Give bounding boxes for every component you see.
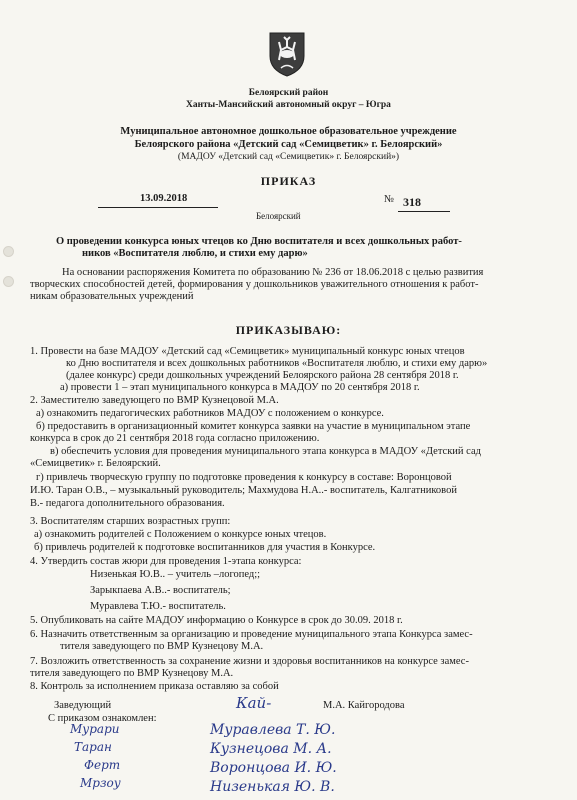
body-line: в) обеспечить условия для проведения муниципального этапа конкурса в МАДОУ «Детский сад <box>50 446 481 457</box>
body-line: 7. Возложить ответственность за сохранение жизни и здоровья воспитанников на конкурсе замес- <box>30 656 469 667</box>
coat-of-arms-icon <box>267 30 307 78</box>
decree-heading: ПРИКАЗЫВАЮ: <box>235 323 342 337</box>
punch-hole <box>3 246 14 257</box>
body-line: 8. Контроль за исполнением приказа оставляю за собой <box>30 681 279 692</box>
body-line: а) ознакомить педагогических работников МАДОУ с положением о конкурсе. <box>36 408 384 419</box>
familiar-label: С приказом ознакомлен: <box>48 713 157 724</box>
body-line: тителя заведующего по ВМР Кузнецову М.А. <box>60 641 264 652</box>
order-number: 318 <box>403 195 421 209</box>
preamble-line: творческих способностей детей, формирования у дошкольников уважительного отношения к работ- <box>30 279 479 290</box>
org-name-line2: Белоярского района «Детский сад «Семицветик» г. Белоярский» <box>134 139 443 150</box>
number-sign: № <box>384 194 395 205</box>
body-line: ко Дню воспитателя и всех дошкольных работников «Воспитателя люблю, и стихи ему дарю» <box>66 358 488 369</box>
head-signature: Кай- <box>236 694 272 712</box>
body-line: а) провести 1 – этап муниципального конкурса в МАДОУ по 20 сентября 2018 г. <box>60 382 420 393</box>
handwritten-signature: Кузнецова М. А. <box>210 741 332 757</box>
org-short-name: (МАДОУ «Детский сад «Семицветик» г. Белоярский») <box>177 152 400 162</box>
number-underline <box>398 211 450 212</box>
preamble-line: никам образовательных учреждений <box>30 291 194 302</box>
body-line: 2. Заместителю заведующего по ВМР Кузнецовой М.А. <box>30 395 279 406</box>
body-line: 6. Назначить ответственным за организацию и проведение муниципального этапа Конкурса замес- <box>30 629 473 640</box>
head-name: М.А. Кайгородова <box>323 700 405 711</box>
body-line: Зарыкпаева А.В..- воспитатель; <box>90 585 231 596</box>
order-date: 13.09.2018 <box>140 193 188 204</box>
body-line: 5. Опубликовать на сайте МАДОУ информацию о Конкурсе в срок до 30.09. 2018 г. <box>30 615 403 626</box>
body-line: «Семицветик» г. Белоярский. <box>30 458 161 469</box>
body-line: б) привлечь родителей к подготовке воспитанников для участия в Конкурсе. <box>34 542 376 553</box>
handwritten-signature: Низенькая Ю. В. <box>210 779 335 795</box>
body-line: 4. Утвердить состав жюри для проведения 1-этапа конкурса: <box>30 556 302 567</box>
handwritten-signature: Муравлева Т. Ю. <box>210 722 336 738</box>
preamble-line: На основании распоряжения Комитета по образованию № 236 от 18.06.2018 с целью развития <box>62 267 484 278</box>
body-line: В.- педагога дополнительного образования. <box>30 498 225 509</box>
body-line: Низенькая Ю.В.. – учитель –логопед;; <box>90 569 261 580</box>
handwritten-signature: Воронцова И. Ю. <box>210 760 337 776</box>
subject-line1: О проведении конкурса юных чтецов ко Дню воспитателя и всех дошкольных работ- <box>56 236 462 247</box>
order-title: ПРИКАЗ <box>260 174 317 188</box>
body-line: 3. Воспитателям старших возрастных групп: <box>30 516 231 527</box>
handwritten-signature: Ферт <box>84 758 121 772</box>
body-line: И.Ю. Таран О.В., – музыкальный руководитель; Махмудова Н.А..- воспитатель, Калгатниковой <box>30 485 457 496</box>
handwritten-signature: Таран <box>74 740 112 754</box>
subject-line2: ников «Воспитателя люблю, и стихи ему дарю» <box>82 248 308 259</box>
handwritten-signature: Мурари <box>70 722 120 736</box>
punch-hole <box>3 276 14 287</box>
head-label: Заведующий <box>54 700 112 711</box>
body-line: а) ознакомить родителей с Положением о конкурсе юных чтецов. <box>34 529 327 540</box>
handwritten-signature: Мрзоу <box>80 776 121 790</box>
date-underline <box>98 207 218 208</box>
body-line: Муравлева Т.Ю.- воспитатель. <box>90 601 226 612</box>
org-name-line1: Муниципальное автономное дошкольное образовательное учреждение <box>120 126 457 137</box>
body-line: б) предоставить в организационный комитет конкурса заявки на участие в муниципальном этапе <box>36 421 471 432</box>
district-name: Белоярский район <box>248 88 329 98</box>
body-line: 1. Провести на базе МАДОУ «Детский сад «Семицветик» муниципальный конкурс юных чтецов <box>30 346 465 357</box>
okrug-name: Ханты-Мансийский автономный округ – Югра <box>186 100 391 110</box>
body-line: (далее конкурс) среди дошкольных учреждений Белоярского района 28 сентября 2018 г. <box>66 370 459 381</box>
body-line: конкурса в срок до 21 сентября 2018 года согласно приложению. <box>30 433 320 444</box>
order-city: Белоярский <box>256 211 301 221</box>
body-line: тителя заведующего по ВМР Кузнецову М.А. <box>30 668 234 679</box>
body-line: г) привлечь творческую группу по подготовке проведения к конкурсу в составе: Воронцовой <box>36 472 452 483</box>
